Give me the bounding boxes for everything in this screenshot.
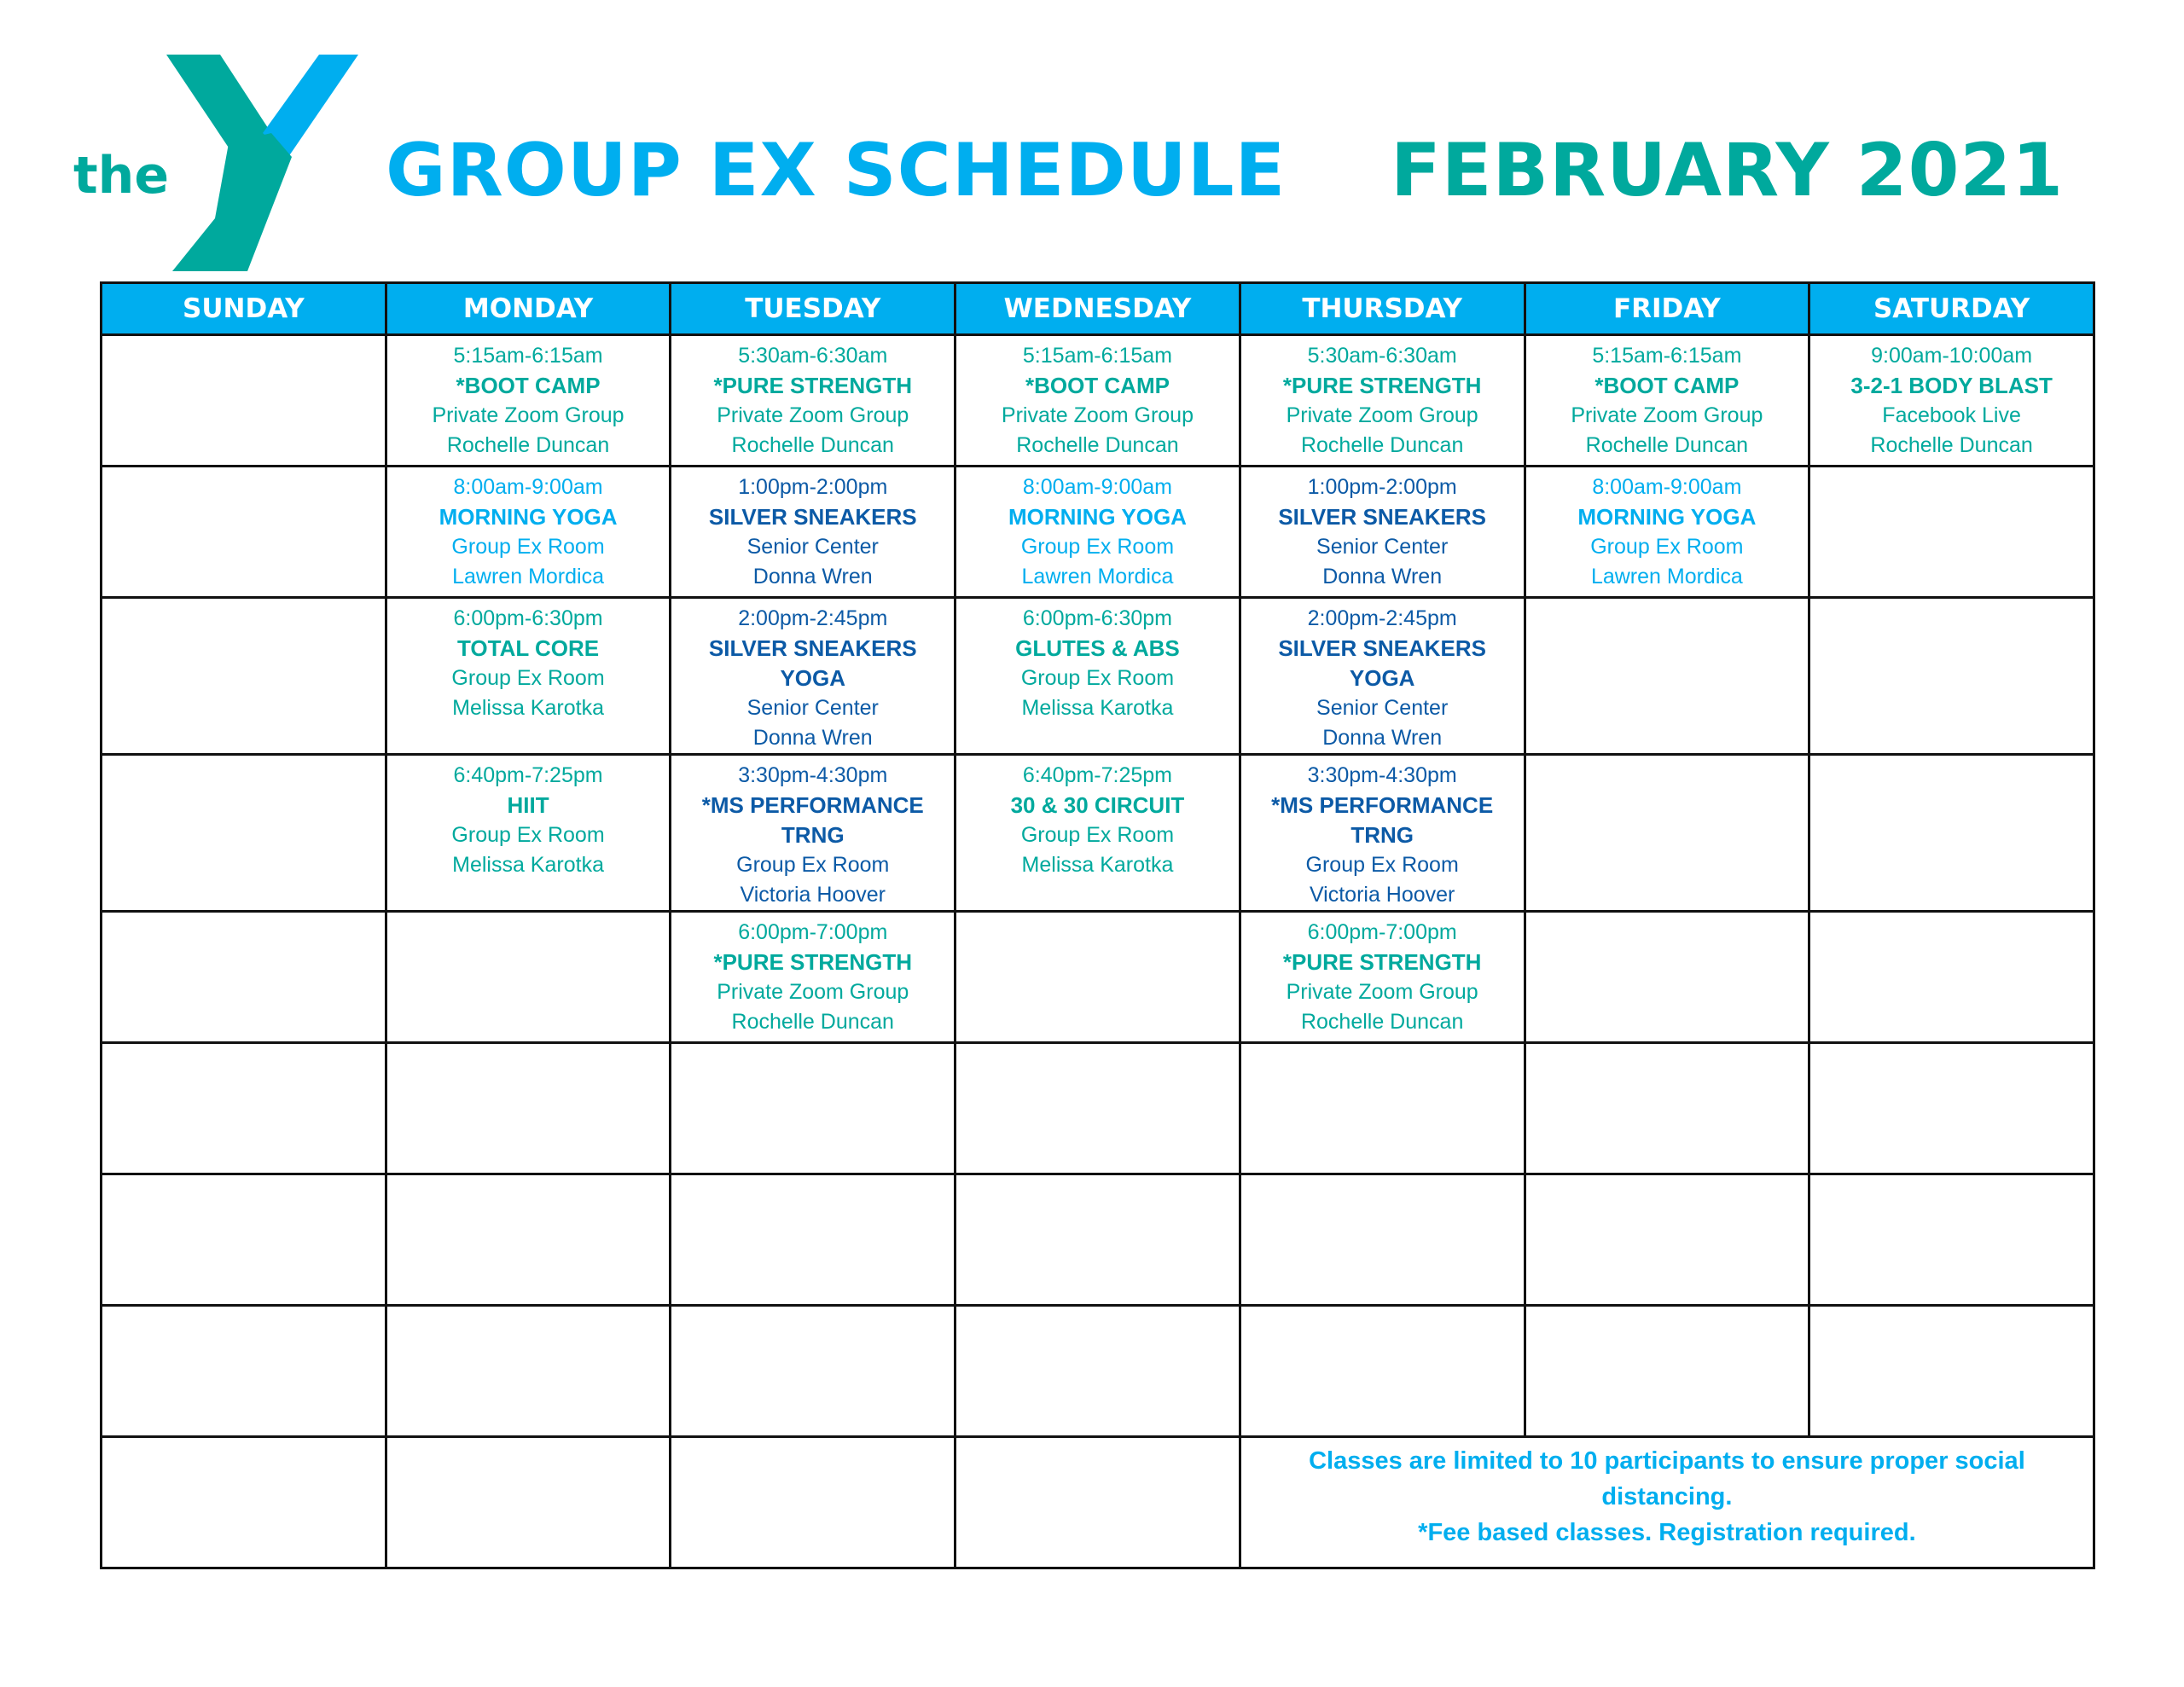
class-location: Group Ex Room: [451, 535, 605, 559]
class-name: MORNING YOGA: [439, 504, 618, 530]
class-entry: [958, 604, 1237, 723]
schedule-cell-saturday: [1809, 598, 2094, 755]
schedule-cell-friday: [1525, 1174, 1809, 1306]
class-name: SILVER SNEAKERS: [708, 504, 917, 530]
schedule-row: [102, 1437, 2094, 1568]
schedule-row: [102, 1306, 2094, 1437]
class-time: 6:00pm-7:00pm: [738, 920, 888, 944]
class-name: *BOOT CAMP: [1594, 373, 1740, 398]
schedule-row: [102, 1174, 2094, 1306]
class-entry: [389, 341, 668, 461]
schedule-cell-wednesday: [956, 598, 1240, 755]
schedule-cell-thursday: [1240, 335, 1525, 467]
class-name: *MS PERFORMANCE TRNG: [1271, 792, 1494, 848]
schedule-cell-thursday: [1240, 755, 1525, 912]
day-header-tuesday: TUESDAY: [671, 283, 956, 335]
class-time: 6:00pm-6:30pm: [453, 606, 603, 630]
class-entry: [1243, 341, 1522, 461]
class-time: 3:30pm-4:30pm: [1307, 763, 1457, 787]
class-time: 5:15am-6:15am: [453, 344, 603, 368]
schedule-cell-thursday: [1240, 467, 1525, 598]
class-instructor: Donna Wren: [752, 565, 873, 588]
schedule-cell-saturday: [1809, 1306, 2094, 1437]
schedule-cell-saturday: [1809, 912, 2094, 1043]
schedule-cell-saturday: [1809, 467, 2094, 598]
class-name: SILVER SNEAKERS YOGA: [1278, 635, 1486, 691]
class-location: Private Zoom Group: [432, 403, 624, 427]
page-title: GROUP EX SCHEDULE: [386, 128, 1287, 213]
class-location: Private Zoom Group: [1571, 403, 1763, 427]
schedule-cell-saturday: [1809, 1043, 2094, 1174]
class-time: 5:30am-6:30am: [738, 344, 888, 368]
class-name: SILVER SNEAKERS: [1278, 504, 1486, 530]
schedule-cell-friday: [1525, 1306, 1809, 1437]
class-time: 6:40pm-7:25pm: [453, 763, 603, 787]
schedule-notes-cell: [1240, 1437, 2094, 1568]
schedule-cell-wednesday: [956, 335, 1240, 467]
class-instructor: Melissa Karotka: [1021, 696, 1174, 720]
schedule-cell-wednesday: [956, 1043, 1240, 1174]
day-header-row: [102, 283, 2094, 335]
class-location: Group Ex Room: [451, 666, 605, 690]
schedule-row: [102, 335, 2094, 467]
schedule-cell-sunday: [102, 1043, 386, 1174]
capacity-note: Classes are limited to 10 participants to ensure proper social distancing.: [1309, 1447, 2025, 1510]
schedule-cell-thursday: [1240, 912, 1525, 1043]
class-name: MORNING YOGA: [1577, 504, 1757, 530]
class-entry: [1243, 604, 1522, 753]
schedule-cell-friday: [1525, 598, 1809, 755]
class-entry: [1243, 918, 1522, 1037]
class-name: *MS PERFORMANCE TRNG: [701, 792, 924, 848]
schedule-cell-friday: [1525, 1043, 1809, 1174]
day-header-saturday: SATURDAY: [1809, 283, 2094, 335]
class-entry: [1243, 472, 1522, 592]
class-location: Private Zoom Group: [1001, 403, 1194, 427]
schedule-cell-tuesday: [671, 598, 956, 755]
class-time: 9:00am-10:00am: [1871, 344, 2033, 368]
class-location: Senior Center: [746, 696, 879, 720]
class-instructor: Rochelle Duncan: [1300, 433, 1464, 457]
class-location: Private Zoom Group: [717, 403, 909, 427]
schedule-cell-saturday: [1809, 755, 2094, 912]
class-location: Group Ex Room: [1020, 535, 1175, 559]
class-instructor: Victoria Hoover: [740, 883, 886, 907]
class-entry: [673, 472, 952, 592]
class-location: Senior Center: [746, 535, 879, 559]
class-time: 5:30am-6:30am: [1307, 344, 1457, 368]
schedule-cell-wednesday: [956, 912, 1240, 1043]
class-time: 1:00pm-2:00pm: [1307, 475, 1457, 499]
class-location: Group Ex Room: [1590, 535, 1744, 559]
class-instructor: Lawren Mordica: [452, 565, 604, 588]
schedule-cell-monday: [386, 755, 671, 912]
schedule-cell-wednesday: [956, 755, 1240, 912]
day-header-thursday: THURSDAY: [1240, 283, 1525, 335]
class-time: 6:00pm-7:00pm: [1307, 920, 1457, 944]
schedule-cell-wednesday: [956, 1437, 1240, 1568]
schedule-row: [102, 755, 2094, 912]
schedule-cell-tuesday: [671, 1174, 956, 1306]
class-location: Group Ex Room: [736, 853, 890, 877]
class-name: SILVER SNEAKERS YOGA: [708, 635, 917, 691]
schedule-row: [102, 467, 2094, 598]
schedule-cell-monday: [386, 912, 671, 1043]
schedule-cell-tuesday: [671, 755, 956, 912]
schedule-cell-thursday: [1240, 598, 1525, 755]
schedule-cell-friday: [1525, 335, 1809, 467]
schedule-table: [100, 281, 2095, 1569]
class-instructor: Lawren Mordica: [1590, 565, 1743, 588]
schedule-cell-wednesday: [956, 1174, 1240, 1306]
class-instructor: Donna Wren: [1322, 726, 1443, 750]
schedule-body: [102, 335, 2094, 1568]
schedule-row: [102, 912, 2094, 1043]
class-entry: [1812, 341, 2091, 461]
schedule-cell-friday: [1525, 912, 1809, 1043]
class-instructor: Rochelle Duncan: [1870, 433, 2033, 457]
class-time: 8:00am-9:00am: [1592, 475, 1742, 499]
schedule-cell-sunday: [102, 1306, 386, 1437]
class-entry: [389, 604, 668, 723]
class-time: 3:30pm-4:30pm: [738, 763, 888, 787]
class-instructor: Rochelle Duncan: [731, 433, 894, 457]
schedule-cell-tuesday: [671, 467, 956, 598]
schedule-cell-sunday: [102, 335, 386, 467]
class-time: 8:00am-9:00am: [1022, 475, 1173, 499]
class-instructor: Rochelle Duncan: [1300, 1010, 1464, 1034]
day-header-sunday: SUNDAY: [102, 283, 386, 335]
class-name: *BOOT CAMP: [1025, 373, 1170, 398]
class-instructor: Melissa Karotka: [452, 696, 604, 720]
class-instructor: Lawren Mordica: [1021, 565, 1174, 588]
class-instructor: Donna Wren: [752, 726, 873, 750]
class-time: 2:00pm-2:45pm: [738, 606, 888, 630]
class-location: Senior Center: [1316, 696, 1449, 720]
class-entry: [673, 604, 952, 753]
day-header-wednesday: WEDNESDAY: [956, 283, 1240, 335]
class-entry: [673, 761, 952, 910]
class-name: *PURE STRENGTH: [1282, 949, 1482, 975]
schedule-cell-sunday: [102, 755, 386, 912]
schedule-cell-monday: [386, 1437, 671, 1568]
class-name: GLUTES & ABS: [1015, 635, 1180, 661]
class-name: 30 & 30 CIRCUIT: [1010, 792, 1185, 818]
class-entry: [673, 918, 952, 1037]
class-name: MORNING YOGA: [1008, 504, 1187, 530]
schedule-cell-sunday: [102, 912, 386, 1043]
class-entry: [958, 472, 1237, 592]
fee-note: *Fee based classes. Registration required.: [1418, 1519, 1916, 1546]
schedule-cell-saturday: [1809, 1174, 2094, 1306]
schedule-cell-sunday: [102, 1437, 386, 1568]
schedule-cell-sunday: [102, 1174, 386, 1306]
schedule-cell-monday: [386, 467, 671, 598]
schedule-cell-wednesday: [956, 467, 1240, 598]
logo-the-text: the: [73, 146, 170, 206]
schedule-cell-monday: [386, 598, 671, 755]
registered-mark: ®: [341, 56, 353, 70]
class-location: Senior Center: [1316, 535, 1449, 559]
schedule-cell-tuesday: [671, 912, 956, 1043]
schedule-cell-friday: [1525, 467, 1809, 598]
day-header-friday: FRIDAY: [1525, 283, 1809, 335]
class-entry: [389, 761, 668, 880]
class-instructor: Melissa Karotka: [452, 853, 604, 877]
schedule-cell-wednesday: [956, 1306, 1240, 1437]
class-time: 8:00am-9:00am: [453, 475, 603, 499]
schedule-cell-friday: [1525, 755, 1809, 912]
class-location: Facebook Live: [1882, 403, 2021, 427]
schedule-cell-monday: [386, 1174, 671, 1306]
schedule-cell-tuesday: [671, 1043, 956, 1174]
class-location: Private Zoom Group: [1286, 980, 1478, 1004]
schedule-cell-tuesday: [671, 1306, 956, 1437]
class-location: Group Ex Room: [1305, 853, 1459, 877]
schedule-cell-sunday: [102, 467, 386, 598]
class-instructor: Rochelle Duncan: [1585, 433, 1749, 457]
class-location: Group Ex Room: [1020, 666, 1175, 690]
class-location: Group Ex Room: [1020, 823, 1175, 847]
schedule-cell-tuesday: [671, 1437, 956, 1568]
class-location: Private Zoom Group: [717, 980, 909, 1004]
class-time: 6:40pm-7:25pm: [1022, 763, 1173, 787]
class-instructor: Rochelle Duncan: [731, 1010, 894, 1034]
schedule-cell-thursday: [1240, 1306, 1525, 1437]
schedule-cell-monday: [386, 335, 671, 467]
class-instructor: Rochelle Duncan: [1016, 433, 1179, 457]
class-time: 6:00pm-6:30pm: [1022, 606, 1173, 630]
class-instructor: Melissa Karotka: [1021, 853, 1174, 877]
class-name: 3-2-1 BODY BLAST: [1850, 373, 2053, 398]
schedule-header: [102, 283, 2094, 335]
class-name: *PURE STRENGTH: [713, 949, 913, 975]
class-entry: [389, 472, 668, 592]
ymca-logo: [70, 48, 360, 278]
class-name: *BOOT CAMP: [456, 373, 601, 398]
schedule-row: [102, 598, 2094, 755]
class-time: 5:15am-6:15am: [1592, 344, 1742, 368]
class-time: 2:00pm-2:45pm: [1307, 606, 1457, 630]
class-name: *PURE STRENGTH: [713, 373, 913, 398]
class-instructor: Rochelle Duncan: [446, 433, 610, 457]
class-name: TOTAL CORE: [456, 635, 600, 661]
class-location: Private Zoom Group: [1286, 403, 1478, 427]
class-entry: [673, 341, 952, 461]
class-entry: [958, 341, 1237, 461]
schedule-cell-thursday: [1240, 1043, 1525, 1174]
schedule-cell-monday: [386, 1043, 671, 1174]
class-entry: [958, 761, 1237, 880]
class-location: Group Ex Room: [451, 823, 605, 847]
schedule-cell-monday: [386, 1306, 671, 1437]
schedule-cell-tuesday: [671, 335, 956, 467]
class-entry: [1528, 341, 1807, 461]
class-time: 1:00pm-2:00pm: [738, 475, 888, 499]
class-instructor: Victoria Hoover: [1309, 883, 1455, 907]
schedule-cell-thursday: [1240, 1174, 1525, 1306]
class-name: HIIT: [507, 792, 549, 818]
class-name: *PURE STRENGTH: [1282, 373, 1482, 398]
class-instructor: Donna Wren: [1322, 565, 1443, 588]
class-time: 5:15am-6:15am: [1022, 344, 1173, 368]
class-entry: [1528, 472, 1807, 592]
logo-ymca-text: YMCA: [274, 210, 308, 264]
schedule-cell-saturday: [1809, 335, 2094, 467]
schedule-month: FEBRUARY 2021: [1391, 128, 2065, 213]
schedule-row: [102, 1043, 2094, 1174]
schedule-cell-sunday: [102, 598, 386, 755]
class-entry: [1243, 761, 1522, 910]
day-header-monday: MONDAY: [386, 283, 671, 335]
